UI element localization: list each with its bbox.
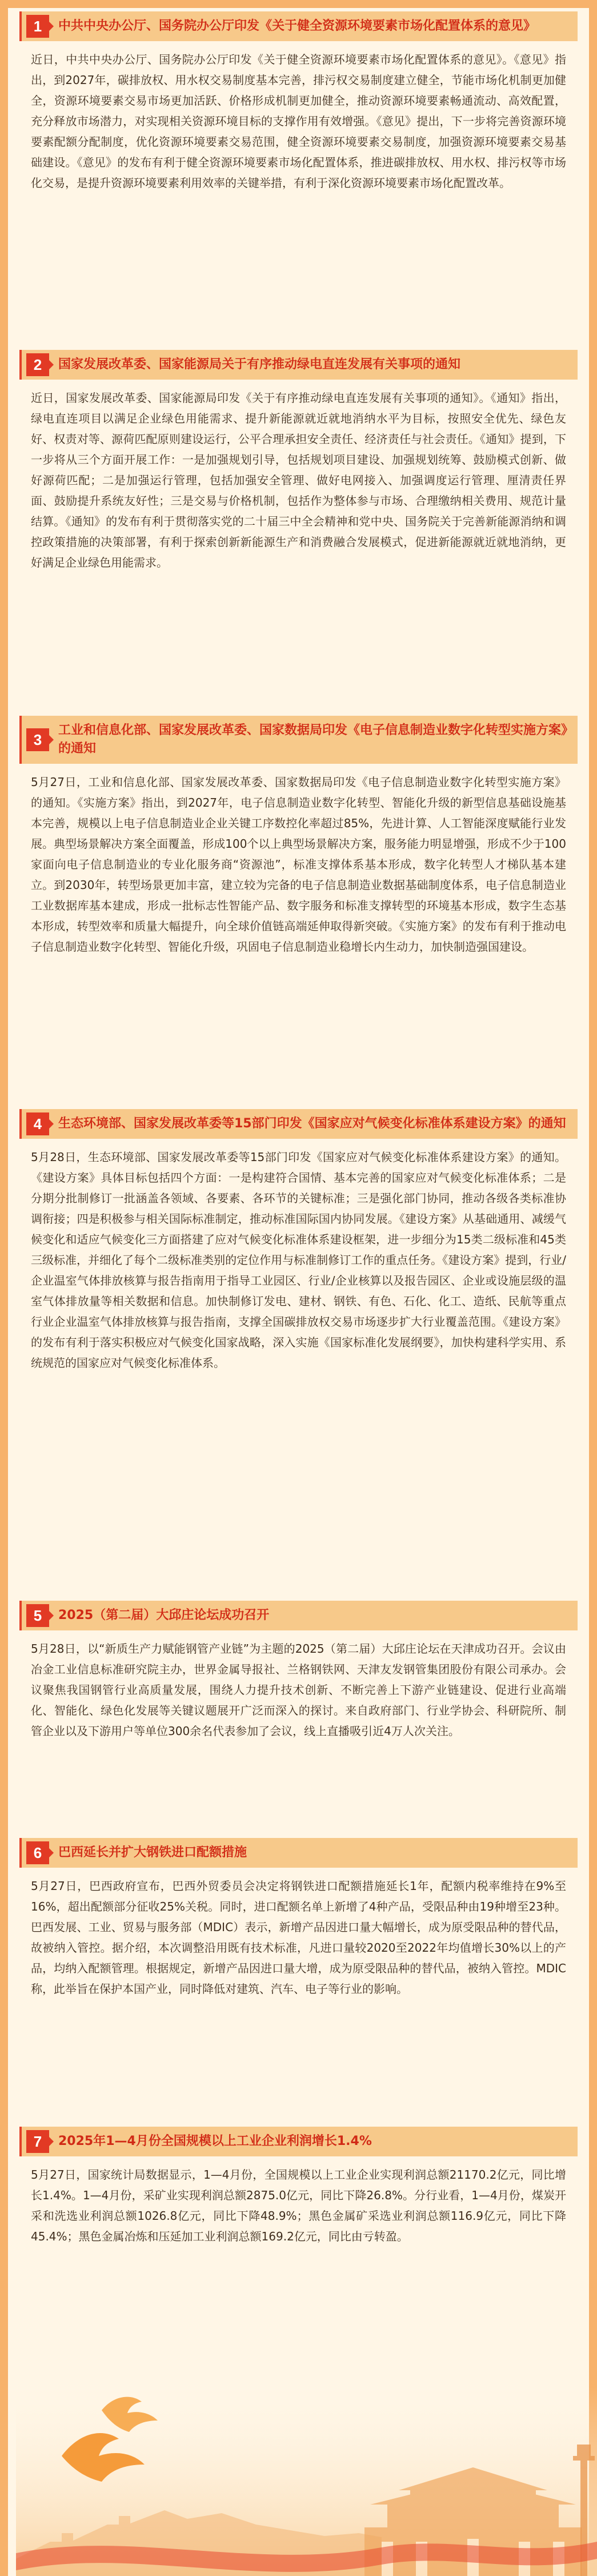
section-title: 工业和信息化部、国家发展改革委、国家数据局印发《电子信息制造业数字化转型实施方案》的通知 <box>58 723 568 756</box>
section-number-badge: 5 <box>26 1604 49 1627</box>
section-number-badge: 4 <box>26 1112 49 1135</box>
section-number-badge: 6 <box>26 1841 49 1864</box>
news-section-6 <box>19 1838 578 1999</box>
news-section-5 <box>19 1601 578 1741</box>
section-title: 2025（第二届）大邱庄论坛成功召开 <box>58 1608 270 1622</box>
section-title: 巴西延长并扩大钢铁进口配额措施 <box>58 1845 247 1860</box>
section-title: 生态环境部、国家发展改革委等15部门印发《国家应对气候变化标准体系建设方案》的通知 <box>58 1116 566 1131</box>
section-header <box>19 1109 578 1139</box>
section-header <box>19 716 578 764</box>
section-title: 国家发展改革委、国家能源局关于有序推动绿电直连发展有关事项的通知 <box>58 357 461 372</box>
section-header <box>19 1838 578 1868</box>
news-section-1 <box>19 11 578 193</box>
section-number-badge: 1 <box>26 15 49 38</box>
section-title: 中共中央办公厅、国务院办公厅印发《关于健全资源环境要素市场化配置体系的意见》 <box>58 19 536 33</box>
section-body: 5月27日，国家统计局数据显示，1—4月份，全国规模以上工业企业实现利润总额21170.2亿元，同比增长1.4%。1—4月份，采矿业实现利润总额2875.0亿元，同比下降26.8%。分行业看，1—4月份，煤炭开采和洗选业利润总额1026.8亿元，同比下降48.9%；黑色金属矿采选业利润总额116.9亿元，同比下降45.4%；黑色金属冶炼和压延加工业利润总额169.2亿元，同比由亏转盈。 <box>31 2168 566 2243</box>
section-body: 5月28日，以“新质生产力赋能钢管产业链”为主题的2025（第二届）大邱庄论坛在天津成功召开。会议由冶金工业信息标准研究院主办，世界金属导报社、兰格钢铁网、天津友发钢管集团股份有限公司承办。会议聚焦我国钢管行业高质量发展，围绕人力提升技术创新、不断完善上下游产业链建设、促进行业高端化、智能化、绿色化发展等关键议题展开广泛而深入的探讨。来自政府部门、行业学协会、科研院所、制管企业以及下游用户等单位300余名代表参加了会议，线上直播吸引近4万人次关注。 <box>31 1642 566 1738</box>
section-header <box>19 350 578 380</box>
section-number-badge: 7 <box>26 2130 49 2153</box>
news-section-4 <box>19 1109 578 1373</box>
section-header <box>19 2127 578 2156</box>
section-number-badge: 3 <box>26 728 49 751</box>
section-body: 5月27日，巴西政府宣布，巴西外贸委员会决定将钢铁进口配额措施延长1年，配额内税率维持在9%至16%，超出配额部分征收25%关税。同时，进口配额名单上新增了4种产品，受限品种由19种增至23种。巴西发展、工业、贸易与服务部（MDIC）表示，新增产品因进口量大幅增长，成为原受限品种的替代品，故被纳入管控。据介绍，本次调整沿用既有技术标准，凡进口量较2020至2022年均值增长30%以上的产品，均纳入配额管理。根据规定，新增产品因进口量大增，成为原受限品种的替代品，被纳入管控。MDIC称，此举旨在保护本国产业，同时降低对建筑、汽车、电子等行业的影响。 <box>31 1879 566 1996</box>
section-body: 5月28日，生态环境部、国家发展改革委等15部门印发《国家应对气候变化标准体系建设方案》的通知。《建设方案》具体目标包括四个方面：一是构建符合国情、基本完善的国家应对气候变化标准体系；二是分期分批制修订一批涵盖各领域、各要素、各环节的关键标准；三是强化部门协同，推动各级各类标准协调衔接；四是积极参与相关国际标准制定，推动标准国际国内协同发展。《建设方案》从基础通用、减缓气候变化和适应气候变化三方面搭建了应对气候变化标准体系建设框架，进一步细分为15类二级标准和45类三级标准，并细化了每个二级标准类别的定位作用与标准制修订工作的重点任务。《建设方案》提到，行业/企业温室气体排放核算与报告指南用于指导工业园区、行业/企业核算以及报告园区、企业或设施层级的温室气体排放量等相关数据和信息。加快制修订发电、建材、钢铁、有色、石化、化工、造纸、民航等重点行业企业温室气体排放核算与报告指南，支撑全国碳排放权交易市场逐步扩大行业覆盖范围。《建设方案》的发布有利于落实积极应对气候变化国家战略，深入实施《国家标准化发展纲要》，加快构建科学实用、系统规范的国家应对气候变化标准体系。 <box>31 1150 566 1370</box>
news-section-3 <box>19 716 578 957</box>
section-title: 2025年1—4月份全国规模以上工业企业利润增长1.4% <box>58 2134 372 2148</box>
footer-decoration <box>16 2387 597 2576</box>
section-body: 近日，中共中央办公厅、国务院办公厅印发《关于健全资源环境要素市场化配置体系的意见》。《意见》指出，到2027年，碳排放权、用水权交易制度基本完善，排污权交易制度建立健全，节能市场化机制更加健全，资源环境要素交易市场更加活跃、价格形成机制更加健全，推动资源环境要素畅通流动、高效配置，充分释放市场潜力，对实现相关资源环境目标的支撑作用有效增强。《意见》提出，下一步将完善资源环境要素配额分配制度，优化资源环境要素交易范围，健全资源环境要素交易制度，加强资源环境要素交易基础建设。《意见》的发布有利于健全资源环境要素市场化配置体系，推进碳排放权、用水权、排污权等市场化交易，是提升资源环境要素利用效率的关键举措，有利于深化资源环境要素市场化配置改革。 <box>31 53 566 190</box>
news-section-2 <box>19 350 578 573</box>
top-stripe <box>8 0 589 8</box>
section-number-badge: 2 <box>26 353 49 376</box>
section-body: 5月27日，工业和信息化部、国家发展改革委、国家数据局印发《电子信息制造业数字化转型实施方案》的通知。《实施方案》指出，到2027年，电子信息制造业数字化转型、智能化升级的新型信息基础设施基本完善，规模以上电子信息制造业企业关键工序数控化率超过85%，先进计算、人工智能深度赋能行业发展。典型场景解决方案全面覆盖，形成100个以上典型场景解决方案，服务能力明显增强，形成不少于100家面向电子信息制造业的专业化服务商“资源池”，标准支撑体系基本形成，数字化转型人才梯队基本建立。到2030年，转型场景更加丰富，建立较为完备的电子信息制造业数据基础制度体系，电子信息制造业工业数据库基本建成，形成一批标志性智能产品、数字服务和标准支撑转型的环境基本形成，数字生态基本形成，转型效率和质量大幅提升，向全球价值链高端延伸取得新突破。《实施方案》的发布有利于推动电子信息制造业数字化转型、智能化升级，巩固电子信息制造业稳增长内生动力，加快制造强国建设。 <box>31 775 566 954</box>
news-section-7 <box>19 2127 578 2247</box>
section-header <box>19 11 578 41</box>
section-header <box>19 1601 578 1630</box>
section-body: 近日，国家发展改革委、国家能源局印发《关于有序推动绿电直连发展有关事项的通知》。《通知》指出，绿电直连项目以满足企业绿色用能需求、提升新能源就近就地消纳水平为目标，按照安全优先、绿色友好、权责对等、源荷匹配原则建设运行，公平合理承担安全责任、经济责任与社会责任。《通知》提到，下一步将从三个方面开展工作：一是加强规划引导，包括规划项目建设、加强规划统筹、鼓励模式创新、做好源荷匹配；二是加强运行管理，包括加强安全管理、做好电网接入、加强调度运行管理、厘清责任界面、鼓励提升系统友好性；三是交易与价格机制，包括作为整体参与市场、合理缴纳相关费用、规范计量结算。《通知》的发布有利于贯彻落实党的二十届三中全会精神和党中央、国务院关于完善新能源消纳和调控政策措施的决策部署，有利于探索创新新能源生产和消费融合发展模式，促进新能源就近就地消纳，更好满足企业绿色用能需求。 <box>31 391 566 569</box>
